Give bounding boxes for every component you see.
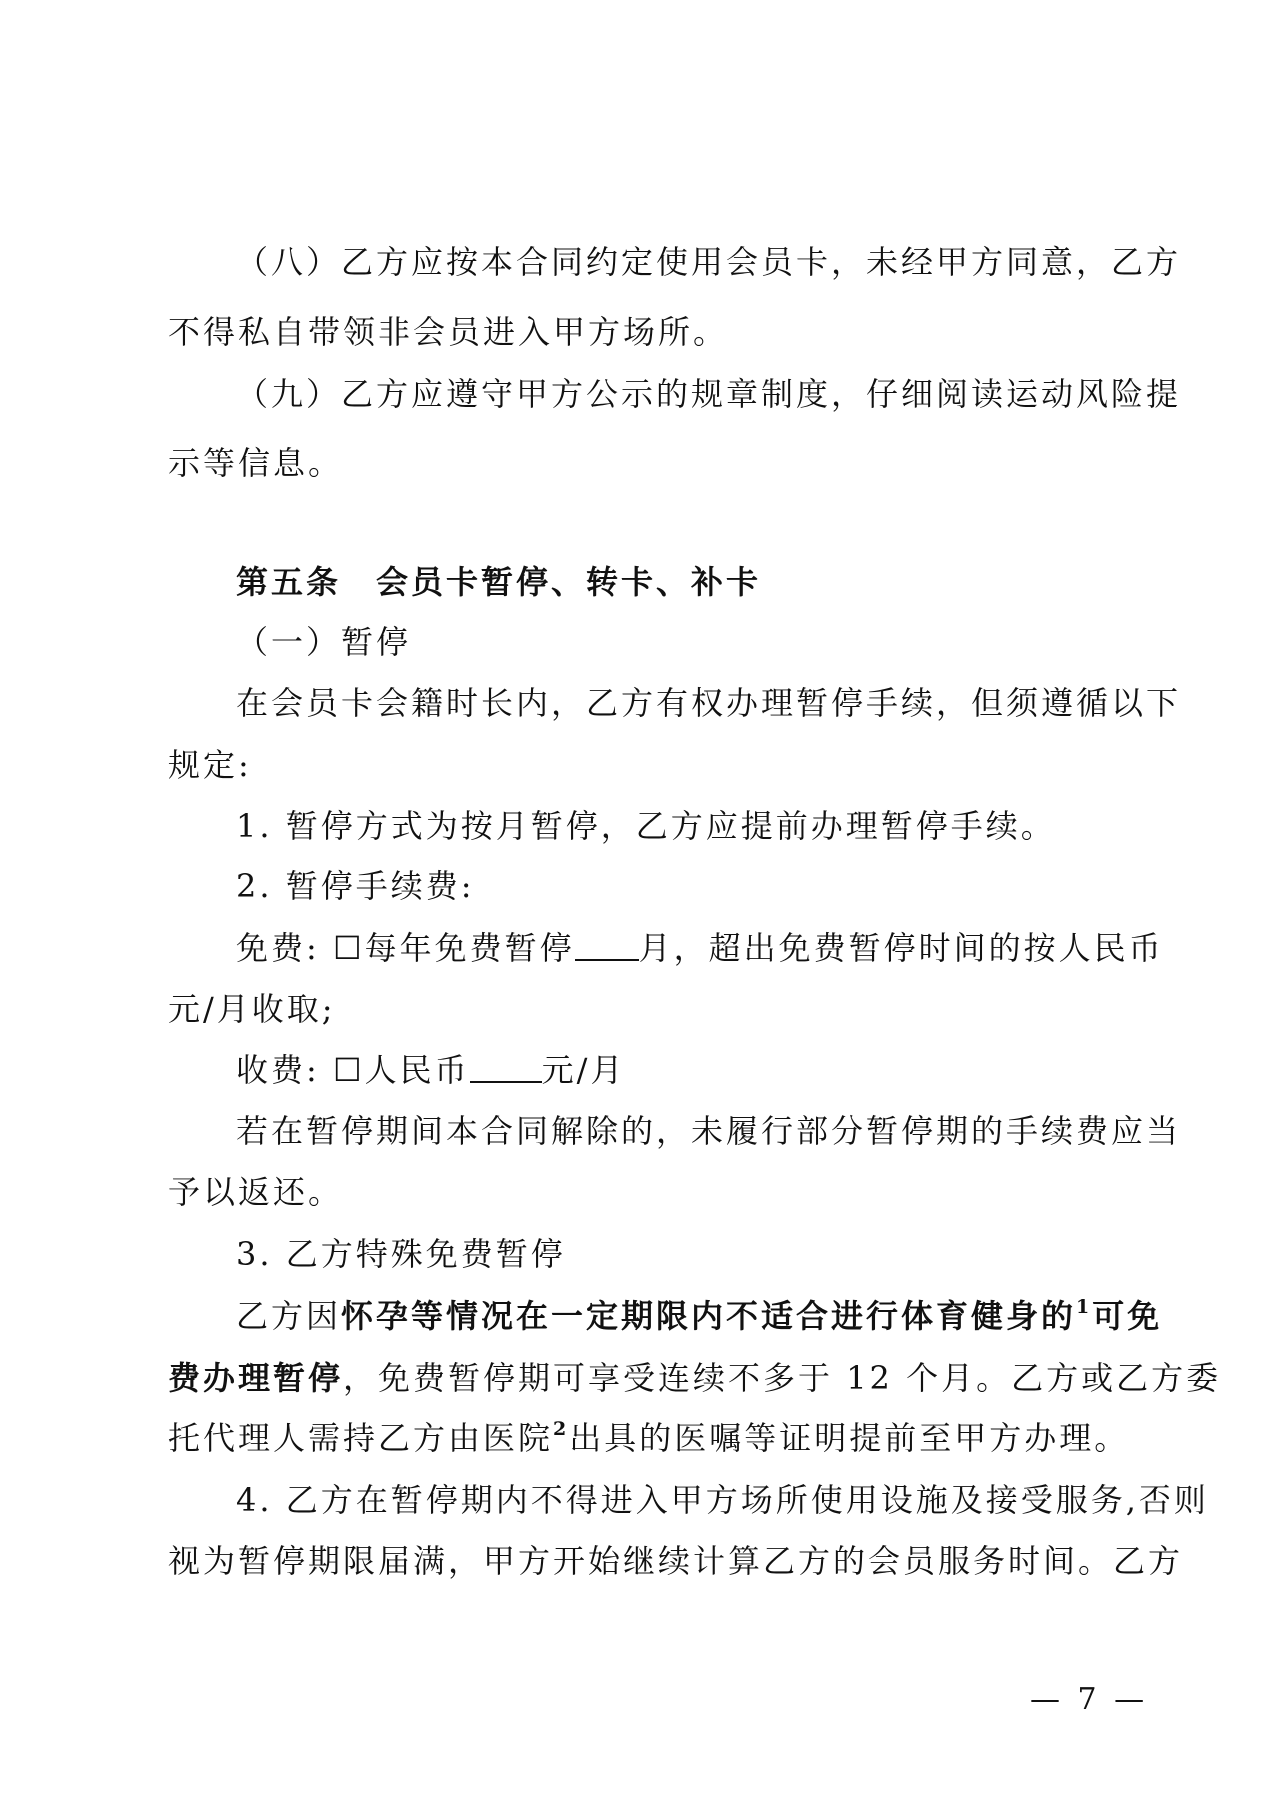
special-text-c: 可免 bbox=[1092, 1297, 1163, 1335]
suspension-item-2: 2. 暂停手续费: bbox=[236, 867, 475, 905]
special-text-a: 乙方因 bbox=[236, 1297, 342, 1335]
clause-9-line-1: （九）乙方应遵守甲方公示的规章制度，仔细阅读运动风险提 bbox=[236, 375, 1182, 413]
special-suspension-line-3 bbox=[168, 1418, 1130, 1458]
refund-line-2: 予以返还。 bbox=[168, 1173, 344, 1211]
paid-amount-blank bbox=[470, 1051, 542, 1083]
suspension-intro-line-2: 规定: bbox=[168, 746, 252, 784]
special-suspension-line-2 bbox=[168, 1358, 1222, 1398]
free-months-blank bbox=[575, 929, 639, 961]
clause-8-line-1: （八）乙方应按本合同约定使用会员卡，未经甲方同意，乙方 bbox=[236, 243, 1182, 281]
clause-8-line-2: 不得私自带领非会员进入甲方场所。 bbox=[168, 313, 729, 351]
clause-9-line-2: 示等信息。 bbox=[168, 444, 344, 482]
special-suspension-line-1 bbox=[236, 1296, 1163, 1336]
free-suspension-rest: 月，超出免费暂停时间的按人民币 bbox=[638, 929, 1164, 967]
special-text-e: 托代理人需持乙方由医院 bbox=[168, 1419, 554, 1457]
paid-suspension-unit: 元/月 bbox=[541, 1051, 626, 1089]
free-suspension-label: 免费: ☐每年免费暂停 bbox=[236, 929, 575, 967]
suspension-intro-line-1: 在会员卡会籍时长内，乙方有权办理暂停手续，但须遵循以下 bbox=[236, 684, 1182, 722]
footnote-ref-2: 2 bbox=[553, 1418, 570, 1440]
page-number: — 7 — bbox=[1030, 1682, 1149, 1717]
special-text-f: 出具的医嘱等证明提前至甲方办理。 bbox=[569, 1419, 1130, 1457]
article-5-heading: 第五条 会员卡暂停、转卡、补卡 bbox=[236, 563, 762, 601]
footnote-ref-1: 1 bbox=[1076, 1296, 1093, 1318]
section-suspension-title: （一）暂停 bbox=[236, 623, 412, 661]
paid-suspension-line bbox=[236, 1050, 1113, 1090]
special-text-bold: 怀孕等情况在一定期限内不适合进行体育健身的 bbox=[341, 1297, 1077, 1335]
suspension-item-4-line-1: 4. 乙方在暂停期内不得进入甲方场所使用设施及接受服务,否则 bbox=[236, 1481, 1209, 1519]
free-suspension-line-2: 元/月收取; bbox=[168, 990, 336, 1028]
suspension-item-3: 3. 乙方特殊免费暂停 bbox=[236, 1235, 566, 1273]
special-text-bold-2: 费办理暂停 bbox=[168, 1359, 344, 1397]
refund-line-1: 若在暂停期间本合同解除的，未履行部分暂停期的手续费应当 bbox=[236, 1112, 1182, 1150]
special-text-d: ，免费暂停期可享受连续不多于 12 个月。乙方或乙方委 bbox=[343, 1359, 1222, 1397]
suspension-item-4-line-2: 视为暂停期限届满，甲方开始继续计算乙方的会员服务时间。乙方 bbox=[168, 1542, 1184, 1580]
suspension-item-1: 1. 暂停方式为按月暂停，乙方应提前办理暂停手续。 bbox=[236, 807, 1056, 845]
free-suspension-line-1 bbox=[236, 928, 1164, 968]
paid-suspension-label: 收费: ☐人民币 bbox=[236, 1051, 470, 1089]
